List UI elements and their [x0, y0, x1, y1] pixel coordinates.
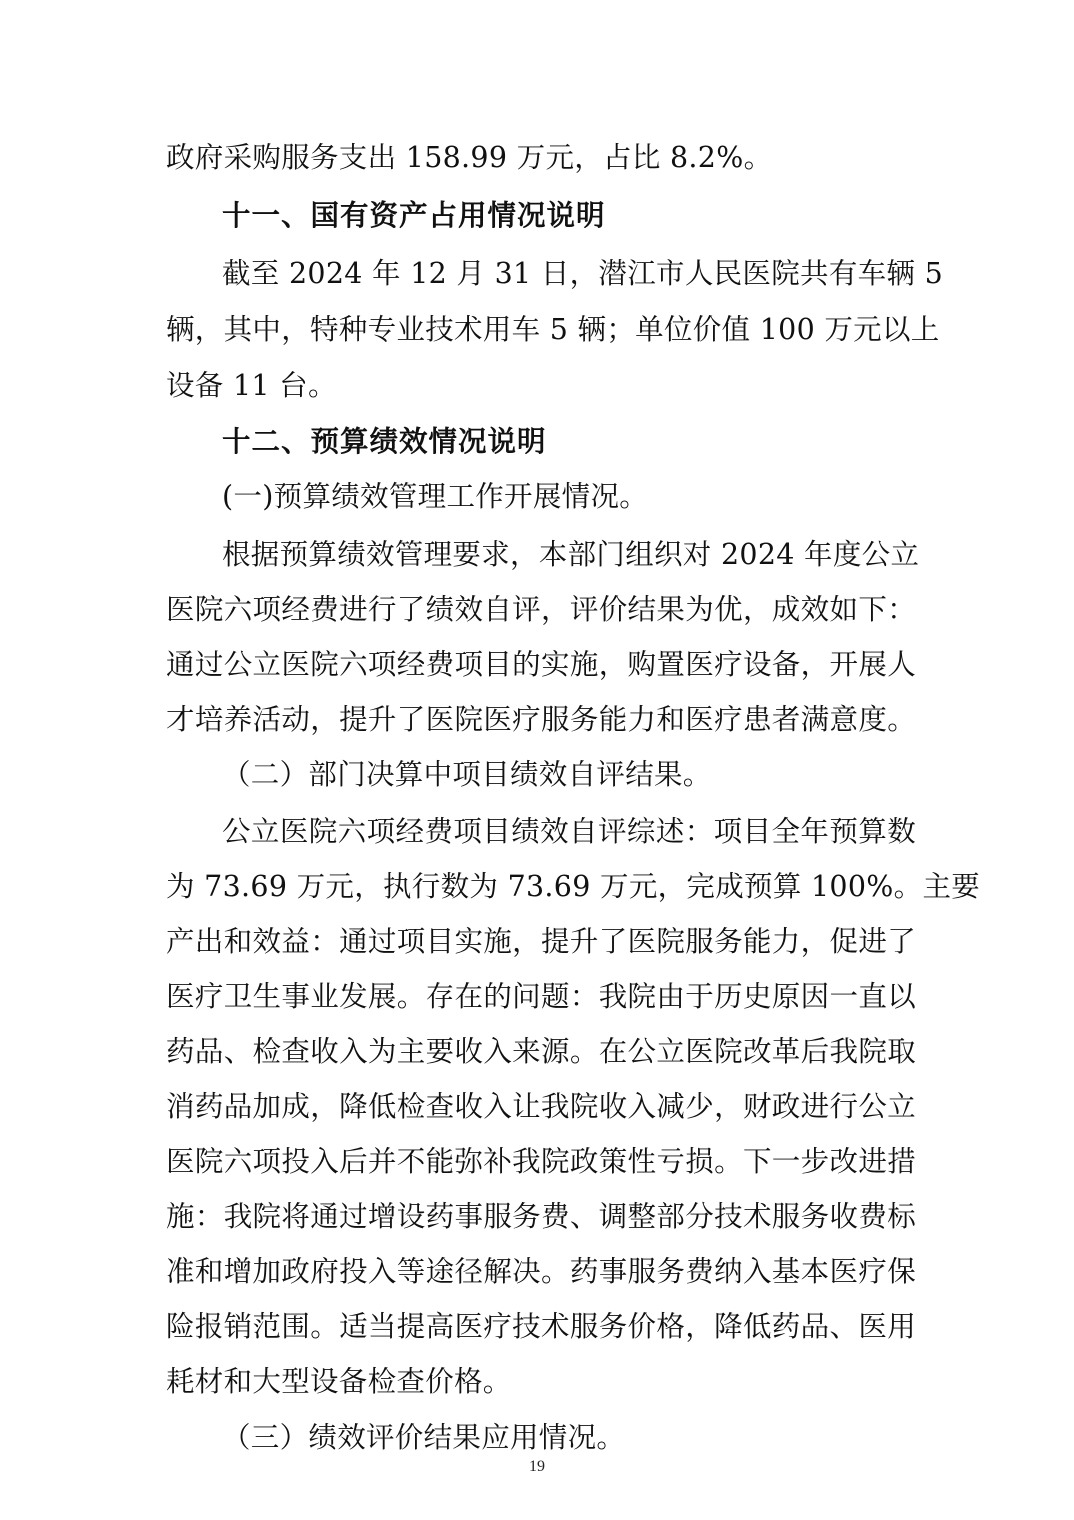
paragraph-line: 药品、检查收入为主要收入来源。在公立医院改革后我院取 [166, 1035, 916, 1068]
paragraph-line: 产出和效益：通过项目实施，提升了医院服务能力，促进了 [166, 925, 916, 958]
section-heading-12: 十二、预算绩效情况说明 [222, 425, 547, 458]
paragraph-line: 为 73.69 万元，执行数为 73.69 万元，完成预算 100%。主要 [166, 870, 981, 903]
paragraph-line: 险报销范围。适当提高医疗技术服务价格，降低药品、医用 [166, 1310, 916, 1343]
subsection-heading-2: （二）部门决算中项目绩效自评结果。 [222, 758, 712, 791]
section-heading-11: 十一、国有资产占用情况说明 [222, 199, 606, 232]
paragraph-line: 根据预算绩效管理要求，本部门组织对 2024 年度公立 [222, 538, 920, 571]
paragraph-line: 医疗卫生事业发展。存在的问题：我院由于历史原因一直以 [166, 980, 916, 1013]
paragraph-line: 消药品加成，降低检查收入让我院收入减少，财政进行公立 [166, 1090, 916, 1123]
paragraph-line: 设备 11 台。 [166, 369, 337, 402]
paragraph-line: 截至 2024 年 12 月 31 日，潜江市人民医院共有车辆 5 [222, 257, 944, 290]
page-number: 19 [529, 1458, 545, 1475]
paragraph-line: 政府采购服务支出 158.99 万元，占比 8.2%。 [166, 141, 773, 174]
paragraph-line: 准和增加政府投入等途径解决。药事服务费纳入基本医疗保 [166, 1255, 916, 1288]
paragraph-line: 辆，其中，特种专业技术用车 5 辆；单位价值 100 万元以上 [166, 313, 940, 346]
paragraph-line: 通过公立医院六项经费项目的实施，购置医疗设备，开展人 [166, 648, 916, 681]
subsection-heading-1: (一)预算绩效管理工作开展情况。 [222, 480, 649, 513]
paragraph-line: 医院六项经费进行了绩效自评，评价结果为优，成效如下： [166, 593, 916, 626]
paragraph-line: 施：我院将通过增设药事服务费、调整部分技术服务收费标 [166, 1200, 916, 1233]
paragraph-line: 医院六项投入后并不能弥补我院政策性亏损。下一步改进措 [166, 1145, 916, 1178]
paragraph-line: 公立医院六项经费项目绩效自评综述：项目全年预算数 [222, 815, 916, 848]
paragraph-line: 才培养活动，提升了医院医疗服务能力和医疗患者满意度。 [166, 703, 916, 736]
paragraph-line: 耗材和大型设备检查价格。 [166, 1365, 512, 1398]
subsection-heading-3: （三）绩效评价结果应用情况。 [222, 1421, 626, 1454]
